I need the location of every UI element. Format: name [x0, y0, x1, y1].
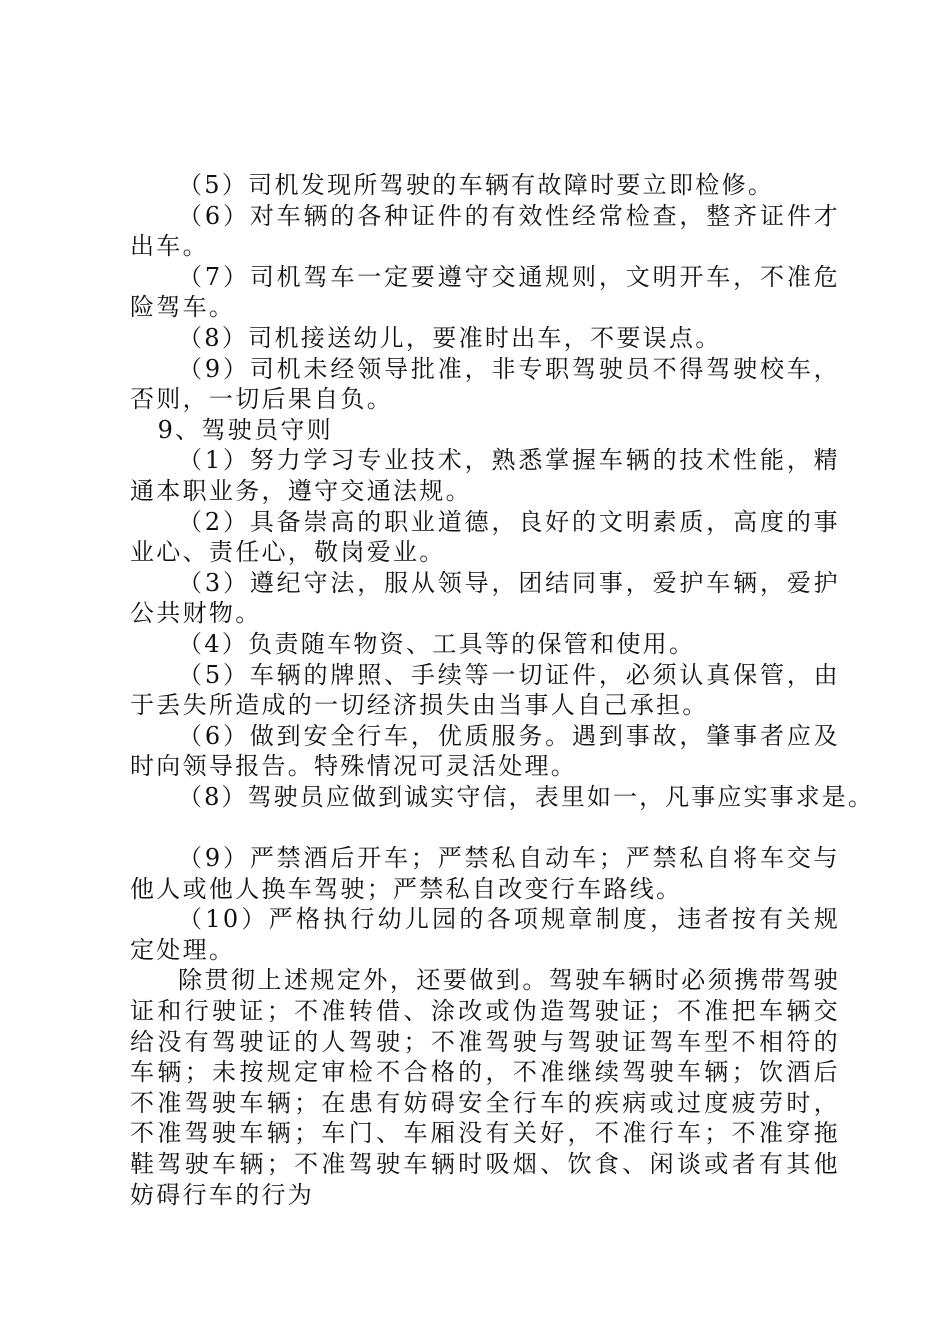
paragraph-rule-7-traffic-rules: （7）司机驾车一定要遵守交通规则，文明开车，不准危险驾车。: [130, 262, 840, 322]
paragraph-code-1-study: （1）努力学习专业技术，熟悉掌握车辆的技术性能，精通本职业务，遵守交通法规。: [130, 446, 840, 505]
paragraph-code-8-honesty: （8）驾驶员应做到诚实守信，表里如一，凡事应实事求是。: [178, 782, 874, 811]
section-heading-driver-code: 9、驾驶员守则: [157, 415, 333, 444]
paragraph-additional-requirements: 除贯彻上述规定外，还要做到。驾驶车辆时必须携带驾驶证和行驶证；不准转借、涂改或伪造驾驶证；不准把车辆交给没有驾驶证的人驾驶；不准驾驶与驾驶证驾车型不相符的车辆；未按规定审检不合格的，不准继续驾驶车辆；饮酒后不准驾驶车辆；在患有妨碍安全行车的疾病或过度疲劳时，不准驾驶车辆；车门、车厢没有关好，不准行车；不准穿拖鞋驾驶车辆；不准驾驶车辆时吸烟、饮食、闲谈或者有其他妨碍行车的行为: [130, 966, 840, 1209]
paragraph-code-9-prohibitions: （9）严禁酒后开车；严禁私自动车；严禁私自将车交与他人或他人换车驾驶；严禁私自改变行车路线。: [130, 844, 840, 903]
paragraph-rule-5-fault-repair: （5）司机发现所驾驶的车辆有故障时要立即检修。: [178, 171, 775, 199]
paragraph-code-3-discipline: （3）遵纪守法，服从领导，团结同事，爱护车辆，爱护公共财物。: [130, 568, 840, 628]
paragraph-rule-9-authorization: （9）司机未经领导批准，非专职驾驶员不得驾驶校车，否则，一切后果自负。: [130, 354, 840, 414]
paragraph-code-4-materials: （4）负责随车物资、工具等的保管和使用。: [178, 629, 696, 658]
blank-line: [130, 812, 840, 843]
paragraph-code-5-documents: （5）车辆的牌照、手续等一切证件，必须认真保管，由于丢失所造成的一切经济损失由当事人自己承担。: [130, 660, 840, 720]
document-body: [130, 170, 874, 1210]
paragraph-rule-8-punctual: （8）司机接送幼儿，要准时出车，不要误点。: [178, 323, 722, 352]
paragraph-code-2-ethics: （2）具备崇高的职业道德，良好的文明素质，高度的事业心、责任心，敬岗爱业。: [130, 507, 840, 567]
paragraph-rule-6-certificate-check: （6）对车辆的各种证件的有效性经常检查，整齐证件才出车。: [130, 201, 840, 261]
paragraph-code-6-safety: （6）做到安全行车，优质服务。遇到事故，肇事者应及时向领导报告。特殊情况可灵活处理。: [130, 721, 840, 781]
paragraph-code-10-regulations: （10）严格执行幼儿园的各项规章制度，违者按有关规定处理。: [130, 905, 840, 964]
